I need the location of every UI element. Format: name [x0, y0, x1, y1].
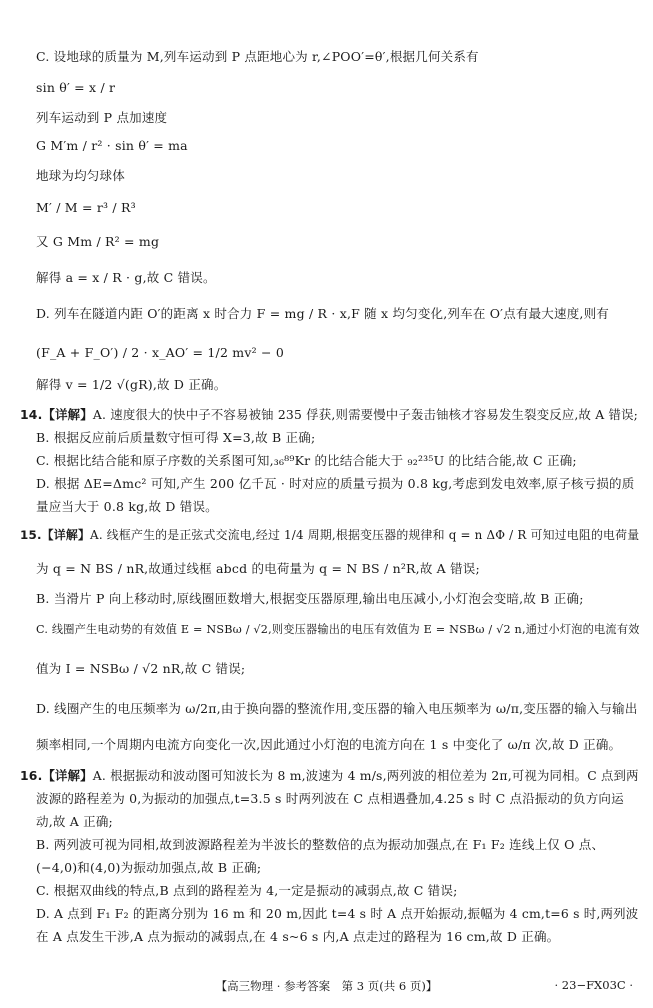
line-text: 解得 a = x / R · g,故 C 错误。	[36, 270, 216, 285]
answer-line	[36, 453, 577, 469]
answer-line	[36, 306, 609, 322]
line-text: A. 根据振动和波动图可知波长为 8 m,波速为 4 m/s,两列波的相位差为 2π,可视为同相。C 点到两	[92, 769, 639, 783]
answer-line	[36, 200, 136, 216]
question-line	[20, 407, 638, 423]
answer-line	[36, 837, 604, 853]
question-number: 15.	[20, 528, 42, 542]
line-text: 动,故 A 正确;	[36, 814, 113, 829]
answer-line	[36, 138, 188, 154]
answer-line	[36, 80, 115, 96]
line-text: (F_A + F_O′) / 2 · x_AO′ = 1/2 mv² − 0	[36, 345, 284, 360]
line-text: D. 线圈产生的电压频率为 ω/2π,由于换向器的整流作用,变压器的输入电压频率为 ω/π,变压器的输入与输出	[36, 701, 638, 716]
answer-line	[36, 883, 458, 899]
answer-line	[36, 499, 218, 515]
line-text: A. 速度很大的快中子不容易被铀 235 俘获,则需要慢中子轰击铀核才容易发生裂变反应,故 A 错误;	[92, 407, 639, 422]
line-text: 解得 v = 1/2 √(gR),故 D 正确。	[36, 377, 227, 392]
line-text: 为 q = N BS / nR,故通过线框 abcd 的电荷量为 q = N BS / n²R,故 A 错误;	[36, 561, 480, 576]
answer-line	[36, 791, 624, 807]
line-text: D. 根据 ΔE=Δmc² 可知,产生 200 亿千瓦 · 时对应的质量亏损为 0.8 kg,考虑到发电效率,原子核亏损的质	[36, 476, 635, 491]
question-number: 14.	[20, 407, 43, 422]
answer-line	[36, 622, 640, 638]
detail-tag: 【详解】	[41, 528, 91, 542]
answer-line	[36, 929, 559, 945]
line-text: B. 当滑片 P 向上移动时,原线圈匝数增大,根据变压器原理,输出电压减小,小灯泡会变暗,故 B 正确;	[36, 591, 584, 606]
line-text: 地球为均匀球体	[36, 168, 125, 183]
answer-line	[36, 168, 125, 184]
line-text: 频率相同,一个周期内电流方向变化一次,因此通过小灯泡的电流方向在 1 s 中变化了 ω/π 次,故 D 正确。	[36, 737, 622, 752]
answer-line	[36, 591, 584, 607]
question-line	[20, 768, 639, 784]
answer-line	[36, 906, 638, 922]
line-text: C. 根据比结合能和原子序数的关系图可知,₃₆⁸⁹Kr 的比结合能大于 ₉₂²³⁵U 的比结合能,故 C 正确;	[36, 453, 577, 468]
line-text: (−4,0)和(4,0)为振动加强点,故 B 正确;	[36, 860, 262, 875]
line-text: 量应当大于 0.8 kg,故 D 错误。	[36, 499, 218, 514]
line-text: 值为 I = NSBω / √2 nR,故 C 错误;	[36, 661, 246, 676]
line-text: C. 根据双曲线的特点,B 点到的路程差为 4,一定是振动的减弱点,故 C 错误;	[36, 883, 458, 898]
line-text: A. 线框产生的是正弦式交流电,经过 1/4 周期,根据变压器的规律和 q = n ΔΦ / R 可知过电阻的电荷量	[90, 528, 640, 542]
line-text: B. 根据反应前后质量数守恒可得 X=3,故 B 正确;	[36, 430, 316, 445]
answer-line	[36, 814, 113, 830]
line-text: sin θ′ = x / r	[36, 80, 116, 95]
answer-line	[36, 737, 621, 753]
detail-tag: 【详解】	[42, 407, 93, 422]
detail-tag: 【详解】	[42, 768, 93, 783]
answer-line	[36, 234, 159, 250]
line-text: B. 两列波可视为同相,故到波源路程差为半波长的整数倍的点为振动加强点,在 F₁ F₂ 连线上仅 O 点、	[36, 837, 605, 852]
line-text: C. 设地球的质量为 M,列车运动到 P 点距地心为 r,∠POO′=θ′,根据几何关系有	[36, 49, 479, 64]
line-text: 列车运动到 P 点加速度	[36, 110, 168, 125]
answer-line	[36, 110, 167, 126]
answer-line	[36, 860, 261, 876]
answer-line	[36, 661, 245, 677]
answer-line	[36, 476, 634, 492]
answer-line	[36, 430, 315, 446]
line-text: D. 列车在隧道内距 O′的距离 x 时合力 F = mg / R · x,F 随 x 均匀变化,列车在 O′点有最大速度,则有	[36, 306, 609, 321]
question-number: 16.	[20, 769, 43, 783]
line-text: 在 A 点发生干涉,A 点为振动的减弱点,在 4 s~6 s 内,A 点走过的路程为 16 cm,故 D 正确。	[36, 929, 560, 944]
answer-line	[36, 345, 284, 361]
answer-line	[36, 701, 638, 717]
answer-line	[36, 377, 226, 393]
line-text: 又 G Mm / R² = mg	[36, 234, 160, 249]
line-text: 波源的路程差为 0,为振动的加强点,t=3.5 s 时两列波在 C 点相遇叠加,4.25 s 时 C 点沿振动的负方向运	[36, 791, 624, 806]
answer-line	[36, 561, 480, 577]
answer-line	[36, 270, 216, 286]
line-text: G M′m / r² · sin θ′ = ma	[36, 138, 188, 153]
line-text: M′ / M = r³ / R³	[36, 200, 136, 215]
line-text: C. 线圈产生电动势的有效值 E = NSBω / √2,则变压器输出的电压有效值为 E = NSBω / √2 n,通过小灯泡的电流有效	[36, 623, 640, 636]
footer-code: · 23−FX03C ·	[554, 978, 633, 992]
line-text: D. A 点到 F₁ F₂ 的距离分别为 16 m 和 20 m,因此 t=4 s 时 A 点开始振动,振幅为 4 cm,t=6 s 时,两列波	[36, 906, 639, 921]
question-line	[20, 527, 639, 543]
answer-line	[36, 49, 479, 65]
footer-title: 【高三物理 · 参考答案 第 3 页(共 6 页)】	[215, 979, 438, 993]
